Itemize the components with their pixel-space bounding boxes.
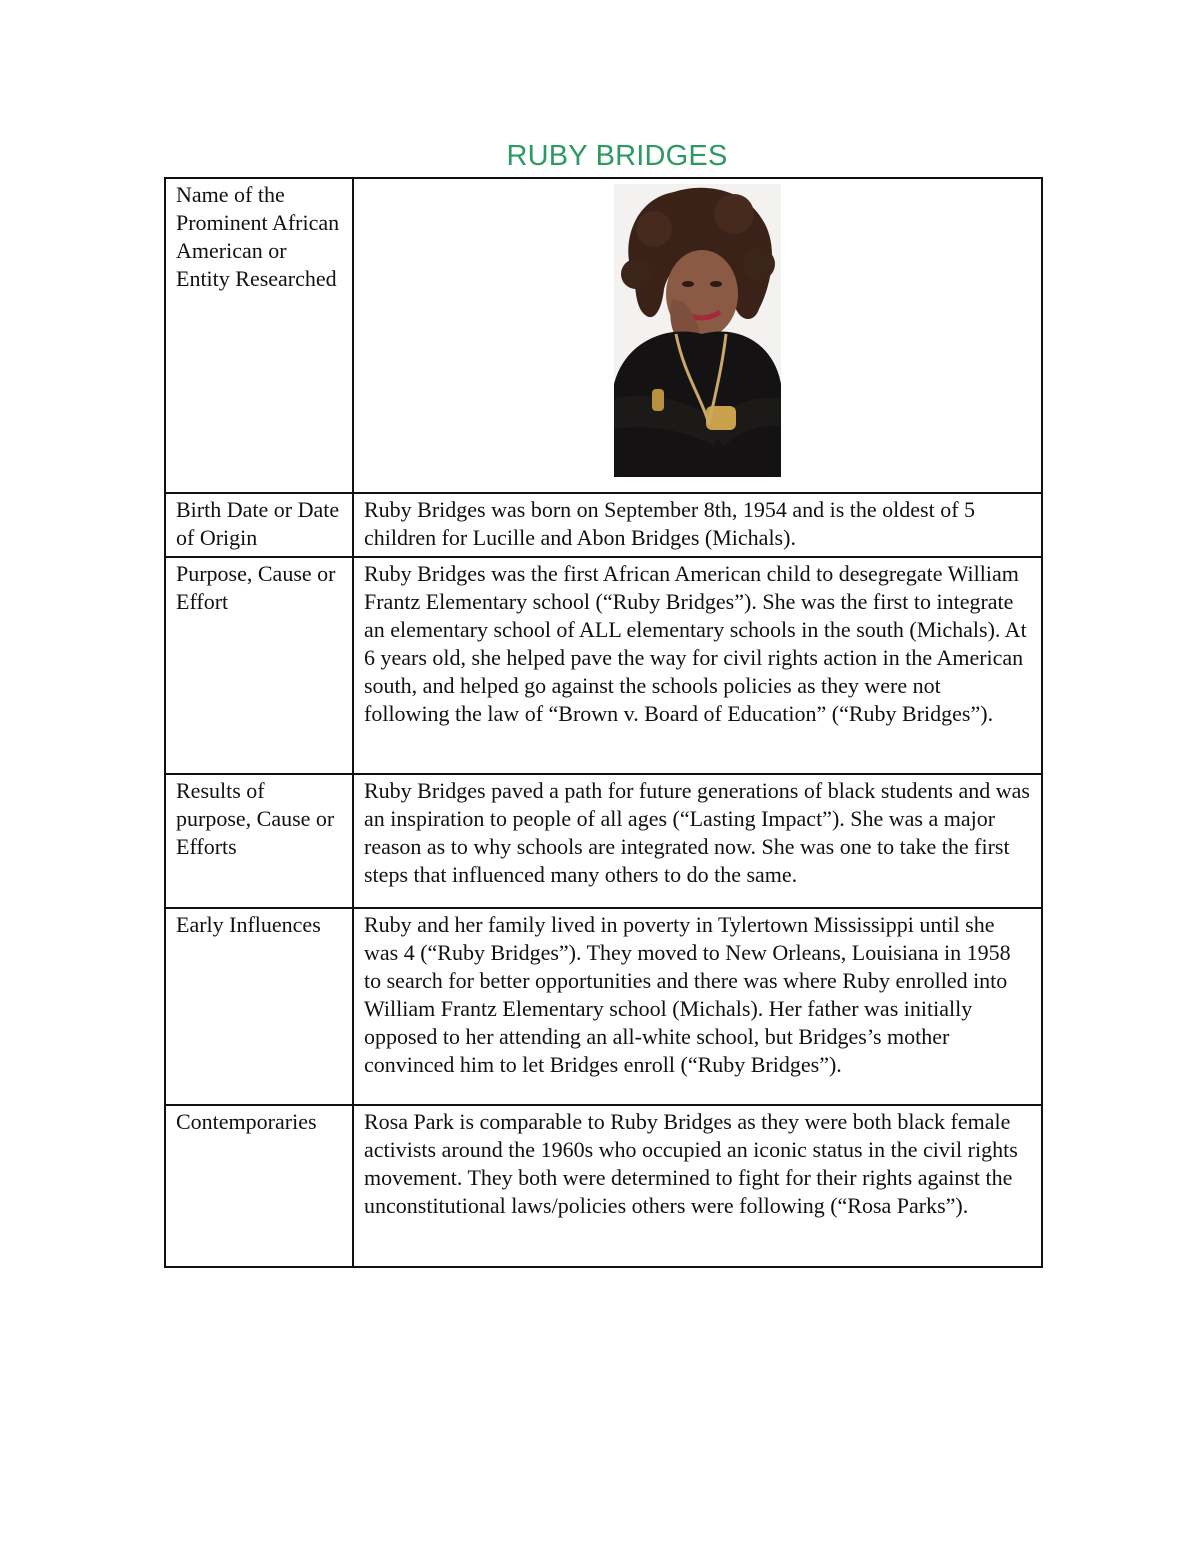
row-label: Birth Date or Date of Origin: [165, 493, 353, 557]
table-row: [165, 774, 1042, 908]
row-text: Ruby and her family lived in poverty in Tylertown Mississippi until she was 4 (“Ruby Bridges”). They moved to New Orleans, Louisiana in 1958 to search for better opportunities and there was where Ruby enrolled into William Frantz Elementary school (Michals). Her father was initially opposed to her attending an all-white school, but Bridges’s mother convinced him to let Bridges enroll (“Ruby Bridges”).: [353, 908, 1042, 1105]
portrait-photo: [614, 184, 781, 477]
table-row: [165, 493, 1042, 557]
row-label: Name of the Prominent African American or Entity Researched: [165, 178, 353, 493]
row-text: Ruby Bridges was the first African American child to desegregate William Frantz Elementary school (“Ruby Bridges”). She was the first to integrate an elementary school of ALL elementary schools in the south (Michals). At 6 years old, she helped pave the way for civil rights action in the American south, and helped go against the schools policies as they were not following the law of “Brown v. Board of Education” (“Ruby Bridges”).: [353, 557, 1042, 774]
research-table: [164, 177, 1043, 1268]
row-label: Purpose, Cause or Effort: [165, 557, 353, 774]
row-text: Ruby Bridges paved a path for future generations of black students and was an inspiration to people of all ages (“Lasting Impact”). She was a major reason as to why schools are integrated now. She was one to take the first steps that influenced many others to do the same.: [353, 774, 1042, 908]
table-row: [165, 1105, 1042, 1267]
row-label: Results of purpose, Cause or Efforts: [165, 774, 353, 908]
table-row: [165, 178, 1042, 493]
row-text: Rosa Park is comparable to Ruby Bridges as they were both black female activists around the 1960s who occupied an iconic status in the civil rights movement. They both were determined to fight for their rights against the unconstitutional laws/policies others were following (“Rosa Parks”).: [353, 1105, 1042, 1267]
row-text: Ruby Bridges was born on September 8th, 1954 and is the oldest of 5 children for Lucille and Abon Bridges (Michals).: [353, 493, 1042, 557]
row-label: Contemporaries: [165, 1105, 353, 1267]
photo-cell: [353, 178, 1042, 493]
page-title: RUBY BRIDGES: [506, 140, 728, 172]
row-label: Early Influences: [165, 908, 353, 1105]
table-row: [165, 557, 1042, 774]
table-row: [165, 908, 1042, 1105]
